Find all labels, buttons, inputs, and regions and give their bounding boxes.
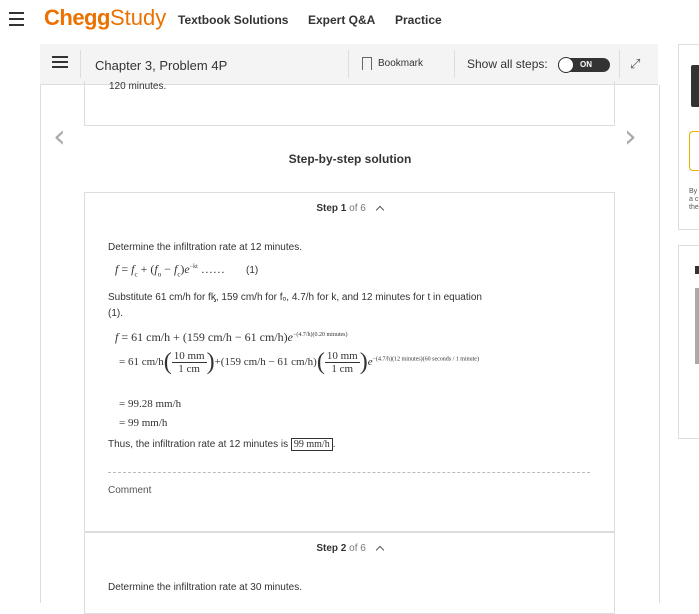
sidebar-text: By a c the [689, 188, 699, 211]
step-header[interactable] [85, 543, 614, 554]
chevron-up-icon[interactable] [375, 206, 383, 214]
answer-box: 99 mm/h [291, 438, 333, 451]
dashed-divider [108, 472, 590, 473]
show-all-steps-label: Show all steps: [467, 57, 548, 71]
substitute-text: Substitute 61 cm/h for fᶄ, 159 cm/h for fₒ, 4.7/h for k, and 12 minutes for t in equation [108, 292, 482, 303]
sidebar-button[interactable] [689, 131, 699, 171]
device-image [691, 65, 699, 107]
step-count: of 6 [349, 543, 366, 554]
step-label: Step 2 [316, 543, 347, 554]
solution-title: Step-by-step solution [288, 152, 412, 166]
sidebar-glyph [695, 266, 699, 274]
step-count: of 6 [349, 203, 366, 214]
toolbar-divider [80, 50, 81, 78]
solution-content [40, 81, 660, 603]
step-card [84, 532, 615, 614]
previous-arrow-icon[interactable]: ‹ [53, 117, 66, 155]
nav-textbook-solutions[interactable]: Textbook Solutions [178, 13, 289, 27]
chegg-study-logo[interactable]: CheggStudy [44, 5, 167, 30]
hamburger-menu-icon[interactable] [9, 12, 24, 25]
previous-text: 120 minutes. [109, 81, 167, 92]
top-navigation [0, 0, 699, 40]
chapter-title: Chapter 3, Problem 4P [95, 58, 228, 73]
list-icon[interactable] [52, 56, 68, 70]
step-header[interactable] [85, 203, 614, 214]
equation-1: $f = f_c + (f_o - f_c)e^{-kt}$ …… [115, 262, 225, 279]
expand-icon[interactable]: ⤢ [630, 56, 641, 71]
chevron-up-icon[interactable] [375, 546, 383, 554]
toolbar-divider [454, 50, 455, 78]
result-2: = 99 mm/h [119, 417, 168, 429]
toolbar-divider [619, 50, 620, 78]
equation-number: (1) [246, 265, 259, 276]
conclusion-label: Thus, the infiltration rate at 12 minutes is [108, 439, 289, 450]
equation-2: f = 61 cm/h + (159 cm/h − 61 $cm/h)e^{-(4.7/h)(0.20 minutes)}$ [115, 330, 348, 344]
sidebar-card [678, 245, 699, 439]
step-label: Step 1 [316, 203, 347, 214]
next-arrow-icon[interactable]: › [624, 117, 637, 155]
previous-card [84, 81, 615, 126]
toggle-state: ON [580, 60, 592, 69]
bookmark-button[interactable]: Bookmark [378, 58, 424, 69]
sidebar-image [695, 288, 699, 364]
toggle-knob [558, 57, 574, 73]
equation-3: = 61 cm/h( $\frac{10 mm}{1 cm}$ )+(159 cm/h − 61 cm/h)( $\frac{10 mm}{1 cm}$ )$e^{-(4.7/h)(12 minutes)(60 seconds / 1 minute)}$ [119, 349, 479, 375]
show-all-steps-toggle[interactable] [558, 58, 610, 72]
bookmark-icon[interactable] [362, 57, 372, 70]
substitute-text-cont: (1). [108, 308, 123, 319]
step-intro: Determine the infiltration rate at 12 minutes. [108, 242, 302, 253]
comment-link[interactable]: Comment [108, 485, 152, 496]
nav-expert-qa[interactable]: Expert Q&A [308, 13, 376, 27]
conclusion-text: Thus, the infiltration rate at 12 minutes is 99 mm/h . [108, 439, 336, 450]
step-card [84, 192, 615, 532]
solution-toolbar [40, 44, 658, 85]
nav-practice[interactable]: Practice [395, 13, 442, 27]
result-1: = 99.28 mm/h [119, 398, 182, 410]
toolbar-divider [348, 50, 349, 78]
sidebar-card [678, 44, 699, 230]
step-intro: Determine the infiltration rate at 30 minutes. [108, 582, 302, 593]
